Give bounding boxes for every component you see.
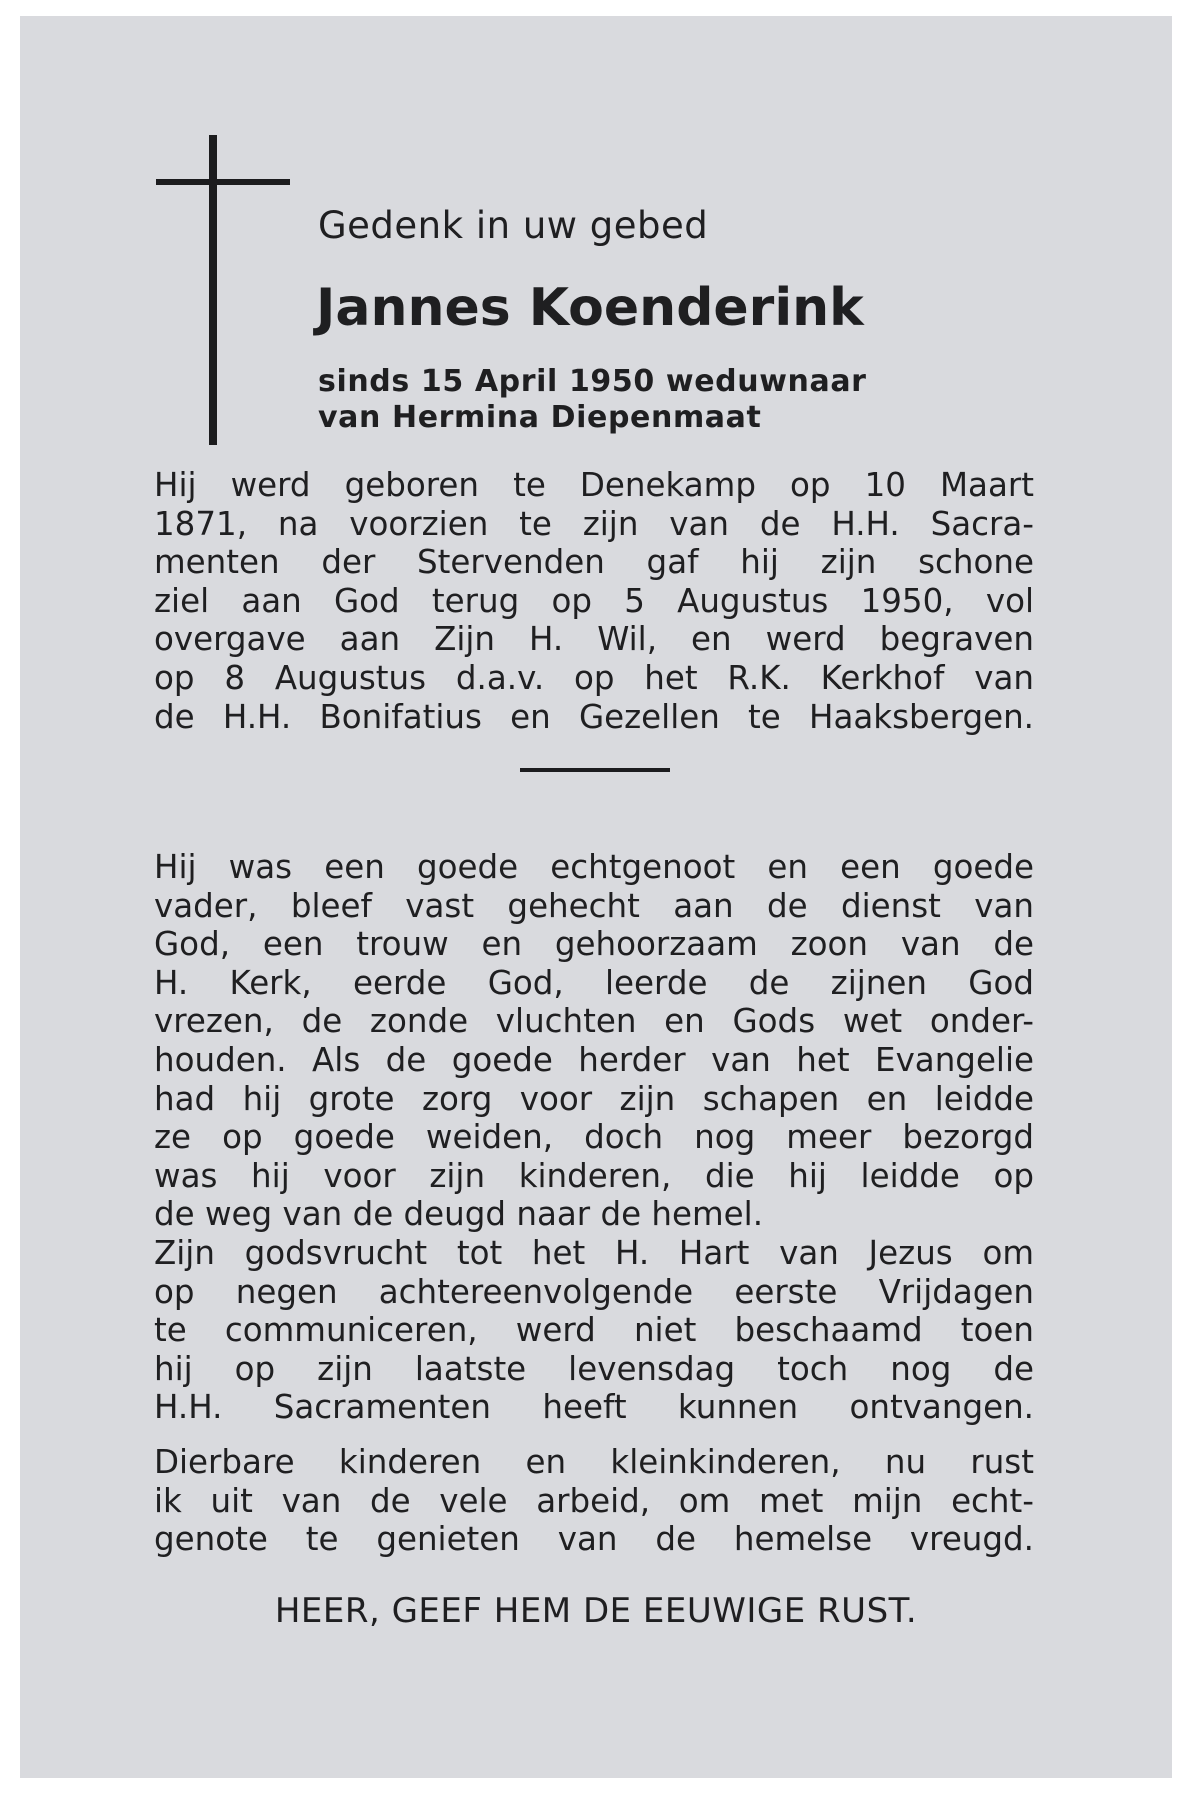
divider: [520, 768, 670, 772]
closing-prayer: HEER, GEEF HEM DE EEUWIGE RUST.: [274, 1591, 918, 1631]
text-line: op negen achtereenvolgende eerste Vrijdagen: [154, 1272, 1034, 1311]
deceased-name: Jannes Koenderink: [316, 278, 864, 338]
text-line: Hij werd geboren te Denekamp op 10 Maart: [154, 466, 1034, 504]
widower-line-1: sinds 15 April 1950 weduwnaar: [318, 364, 867, 399]
text-line: God, een trouw en gehoorzaam zoon van de: [154, 925, 1034, 964]
text-line: Dierbare kinderen en kleinkinderen, nu rust: [154, 1443, 1034, 1481]
text-line: te communiceren, werd niet beschaamd toen: [154, 1311, 1034, 1350]
text-line: vrezen, de zonde vluchten en Gods wet onder-: [154, 1002, 1034, 1041]
text-line: houden. Als de goede herder van het Evangelie: [154, 1040, 1034, 1079]
biography-paragraph: [154, 466, 1034, 736]
text-line: Zijn godsvrucht tot het H. Hart van Jezus om: [154, 1234, 1034, 1272]
farewell-paragraph: [154, 1443, 1034, 1559]
cross-icon-bar: [156, 179, 290, 185]
text-line: ik uit van de vele arbeid, om met mijn echt-: [154, 1481, 1034, 1520]
text-line: 1871, na voorzien te zijn van de H.H. Sacra-: [154, 504, 1034, 543]
widower-line-2: van Hermina Diepenmaat: [318, 400, 762, 435]
devotion-paragraph: [154, 1234, 1034, 1427]
memorial-card: [20, 16, 1172, 1778]
text-line: vader, bleef vast gehecht aan de dienst van: [154, 886, 1034, 925]
text-line: had hij grote zorg voor zijn schapen en leidde: [154, 1079, 1034, 1118]
text-line: H. Kerk, eerde God, leerde de zijnen God: [154, 963, 1034, 1002]
text-line: ziel aan God terug op 5 Augustus 1950, vol: [154, 581, 1034, 620]
prayer-heading: Gedenk in uw gebed: [318, 204, 709, 247]
text-line: de weg van de deugd naar de hemel.: [154, 1195, 764, 1234]
text-line: de H.H. Bonifatius en Gezellen te Haaksbergen.: [154, 697, 1034, 736]
text-line: was hij voor zijn kinderen, die hij leidde op: [154, 1156, 1034, 1195]
text-line: ze op goede weiden, doch nog meer bezorgd: [154, 1118, 1034, 1157]
character-paragraph: [154, 848, 1034, 1234]
text-line: op 8 Augustus d.a.v. op het R.K. Kerkhof van: [154, 658, 1034, 697]
text-line: menten der Stervenden gaf hij zijn schone: [154, 543, 1034, 582]
text-line: hij op zijn laatste levensdag toch nog de: [154, 1349, 1034, 1388]
text-line: Hij was een goede echtgenoot en een goede: [154, 848, 1034, 886]
widower-note: [318, 364, 867, 436]
text-line: overgave aan Zijn H. Wil, en werd begraven: [154, 620, 1034, 659]
text-line: H.H. Sacramenten heeft kunnen ontvangen.: [154, 1388, 1034, 1427]
text-line: genote te genieten van de hemelse vreugd.: [154, 1520, 1034, 1559]
